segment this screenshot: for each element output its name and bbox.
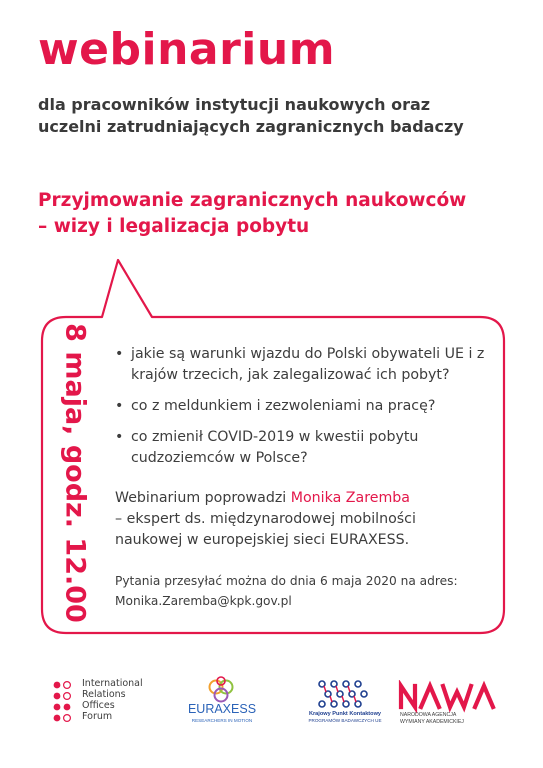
poster-subtitle	[38, 94, 508, 138]
irof-line-1: International	[82, 678, 143, 689]
euraxess-tagline: RESEARCHERS IN MOTION	[191, 718, 253, 723]
poster-title: webinarium	[38, 24, 336, 75]
irof-line-3: Offices	[82, 700, 115, 711]
list-item	[115, 344, 505, 386]
irof-line-4: Forum	[82, 711, 113, 722]
list-item	[115, 427, 505, 469]
list-item-text: jakie są warunki wjazdu do Polski obywateli UE i z krajów trzecich, jak zalegalizować ich pobyt?	[131, 346, 485, 383]
host-name: Monika Zaremba	[290, 490, 410, 506]
topic-line-2: – wizy i legalizacja pobytu	[38, 216, 310, 237]
question-list	[115, 344, 505, 479]
nawa-logo	[395, 680, 505, 725]
kpk-line-1: Krajowy Punkt Kontaktowy	[308, 711, 382, 717]
subtitle-line-2: uczelni zatrudniających zagranicznych badaczy	[38, 117, 464, 136]
irof-text	[82, 678, 143, 722]
list-item-text: co z meldunkiem i zezwoleniami na pracę?	[131, 398, 436, 414]
irof-line-2: Relations	[82, 689, 126, 700]
host-line-2: – ekspert ds. międzynarodowej mobilności	[115, 511, 416, 527]
host-prefix: Webinarium poprowadzi	[115, 490, 291, 506]
list-item	[115, 396, 505, 417]
euraxess-name: EURAXESS	[187, 702, 257, 716]
bullet-dot: •	[115, 346, 124, 362]
host-info	[115, 488, 505, 551]
nawa-line-2: WYMIANY AKADEMICKIEJ	[400, 719, 464, 725]
contact-note: Pytania przesyłać można do dnia 6 maja 2020 na adres:	[115, 574, 458, 588]
kpk-logo	[300, 676, 390, 724]
irof-logo	[52, 675, 172, 725]
contact-email-link[interactable]: Monika.Zaremba@kpk.gov.pl	[115, 594, 292, 608]
webinar-topic	[38, 188, 518, 240]
topic-line-1: Przyjmowanie zagranicznych naukowców	[38, 190, 467, 211]
euraxess-logo	[185, 675, 260, 725]
host-line-1	[115, 488, 505, 509]
contact-info	[115, 571, 505, 611]
event-date	[50, 322, 100, 623]
nawa-line-1: NARODOWA AGENCJA	[400, 712, 457, 718]
host-line-3: naukowej w europejskiej sieci EURAXESS.	[115, 532, 410, 548]
kpk-line-2: PROGRAMÓW BADAWCZYCH UE	[308, 718, 382, 723]
list-item-text: co zmienił COVID-2019 w kwestii pobytu cudzoziemców w Polsce?	[131, 429, 419, 466]
subtitle-line-1: dla pracowników instytucji naukowych oraz	[38, 95, 431, 114]
bullet-dot: •	[115, 429, 124, 445]
event-date-text: 8 maja, godz. 12.00	[59, 322, 91, 623]
bullet-dot: •	[115, 398, 124, 414]
irof-dots-icon	[52, 680, 74, 724]
